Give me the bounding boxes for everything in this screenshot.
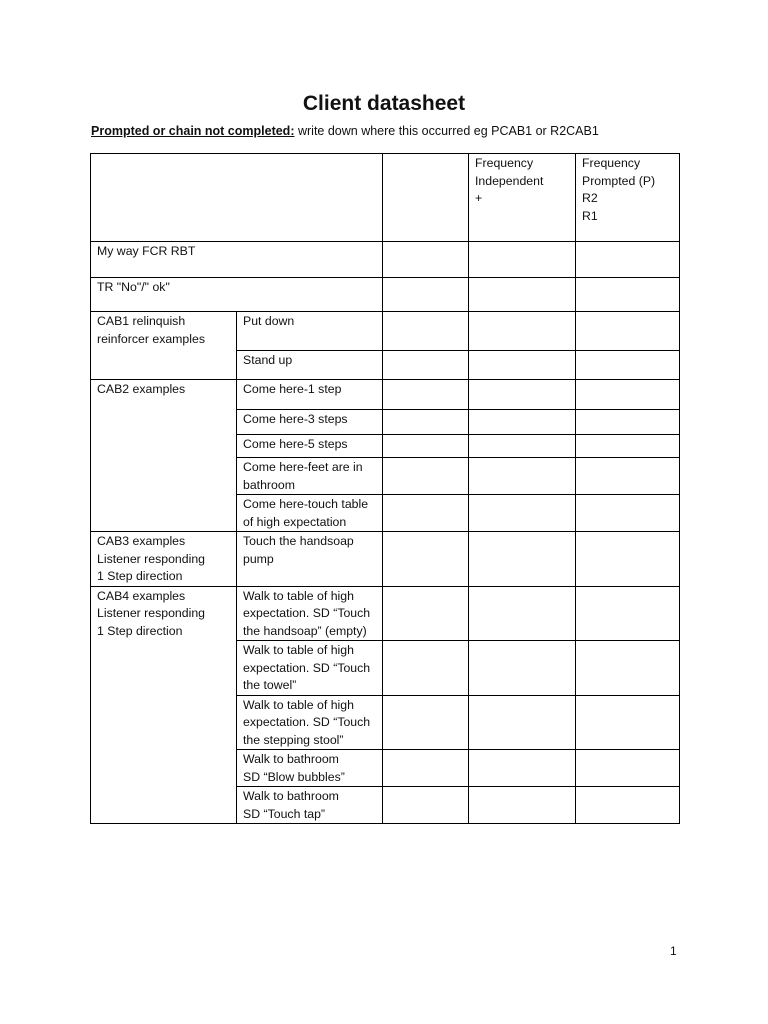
data-cell[interactable] bbox=[576, 532, 680, 587]
cab2-item: Come here-touch table of high expectation bbox=[237, 495, 383, 532]
data-cell[interactable] bbox=[383, 380, 469, 410]
page-number: 1 bbox=[670, 944, 677, 958]
data-cell[interactable] bbox=[383, 495, 469, 532]
data-cell[interactable] bbox=[383, 695, 469, 750]
data-cell[interactable] bbox=[576, 458, 680, 495]
data-cell[interactable] bbox=[383, 312, 469, 351]
row-label-my-way: My way FCR RBT bbox=[91, 242, 383, 278]
table-header-row bbox=[91, 154, 680, 242]
data-cell[interactable] bbox=[576, 351, 680, 380]
table-row bbox=[91, 380, 680, 410]
data-cell[interactable] bbox=[383, 458, 469, 495]
cab4-item: Walk to table of high expectation. SD “Touch the handsoap” (empty) bbox=[237, 586, 383, 641]
header-independent: Frequency Independent + bbox=[469, 154, 576, 242]
header-prompted: Frequency Prompted (P) R2 R1 bbox=[576, 154, 680, 242]
data-cell[interactable] bbox=[383, 787, 469, 824]
data-cell[interactable] bbox=[469, 641, 576, 696]
data-cell[interactable] bbox=[469, 435, 576, 458]
data-cell[interactable] bbox=[383, 242, 469, 278]
data-cell[interactable] bbox=[469, 532, 576, 587]
cab1-item: Stand up bbox=[237, 351, 383, 380]
data-cell[interactable] bbox=[576, 787, 680, 824]
cab3-label: CAB3 examples Listener responding 1 Step direction bbox=[91, 532, 237, 587]
data-cell[interactable] bbox=[576, 641, 680, 696]
data-cell[interactable] bbox=[383, 351, 469, 380]
cab2-item: Come here-3 steps bbox=[237, 410, 383, 435]
data-cell[interactable] bbox=[469, 495, 576, 532]
data-cell[interactable] bbox=[469, 458, 576, 495]
data-cell[interactable] bbox=[576, 380, 680, 410]
data-cell[interactable] bbox=[469, 278, 576, 312]
page-title: Client datasheet bbox=[302, 92, 466, 115]
data-cell[interactable] bbox=[576, 495, 680, 532]
data-cell[interactable] bbox=[383, 586, 469, 641]
cab4-item: Walk to bathroom SD “Touch tap” bbox=[237, 787, 383, 824]
data-cell[interactable] bbox=[469, 750, 576, 787]
data-cell[interactable] bbox=[576, 312, 680, 351]
cab1-item: Put down bbox=[237, 312, 383, 351]
instructions-text: write down where this occurred eg PCAB1 or R2CAB1 bbox=[294, 124, 599, 138]
table-row bbox=[91, 532, 680, 587]
data-cell[interactable] bbox=[383, 750, 469, 787]
table-row bbox=[91, 586, 680, 641]
data-cell[interactable] bbox=[383, 278, 469, 312]
data-cell[interactable] bbox=[576, 695, 680, 750]
cab4-item: Walk to table of high expectation. SD “Touch the stepping stool” bbox=[237, 695, 383, 750]
cab4-item: Walk to bathroom SD “Blow bubbles” bbox=[237, 750, 383, 787]
data-cell[interactable] bbox=[469, 787, 576, 824]
data-cell[interactable] bbox=[576, 410, 680, 435]
data-cell[interactable] bbox=[383, 641, 469, 696]
row-label-tr: TR "No"/" ok" bbox=[91, 278, 383, 312]
instructions bbox=[91, 124, 599, 138]
header-blank-cell bbox=[91, 154, 383, 242]
data-cell[interactable] bbox=[469, 242, 576, 278]
cab2-item: Come here-feet are in bathroom bbox=[237, 458, 383, 495]
data-cell[interactable] bbox=[576, 586, 680, 641]
data-cell[interactable] bbox=[576, 750, 680, 787]
data-cell[interactable] bbox=[469, 380, 576, 410]
cab3-item: Touch the handsoap pump bbox=[237, 532, 383, 587]
cab2-item: Come here-1 step bbox=[237, 380, 383, 410]
data-cell[interactable] bbox=[576, 242, 680, 278]
cab2-item: Come here-5 steps bbox=[237, 435, 383, 458]
cab4-label: CAB4 examples Listener responding 1 Step direction bbox=[91, 586, 237, 824]
data-cell[interactable] bbox=[576, 435, 680, 458]
data-cell[interactable] bbox=[469, 351, 576, 380]
table-row bbox=[91, 278, 680, 312]
table-row bbox=[91, 242, 680, 278]
header-blank-cell bbox=[383, 154, 469, 242]
cab2-label: CAB2 examples bbox=[91, 380, 237, 532]
data-cell[interactable] bbox=[469, 695, 576, 750]
data-cell[interactable] bbox=[383, 435, 469, 458]
data-table bbox=[90, 153, 680, 824]
instructions-lead: Prompted or chain not completed: bbox=[91, 124, 295, 138]
cab4-item: Walk to table of high expectation. SD “Touch the towel” bbox=[237, 641, 383, 696]
table-row bbox=[91, 312, 680, 351]
data-cell[interactable] bbox=[469, 410, 576, 435]
data-cell[interactable] bbox=[383, 532, 469, 587]
data-cell[interactable] bbox=[469, 312, 576, 351]
data-cell[interactable] bbox=[576, 278, 680, 312]
cab1-label: CAB1 relinquish reinforcer examples bbox=[91, 312, 237, 380]
data-cell[interactable] bbox=[383, 410, 469, 435]
data-cell[interactable] bbox=[469, 586, 576, 641]
